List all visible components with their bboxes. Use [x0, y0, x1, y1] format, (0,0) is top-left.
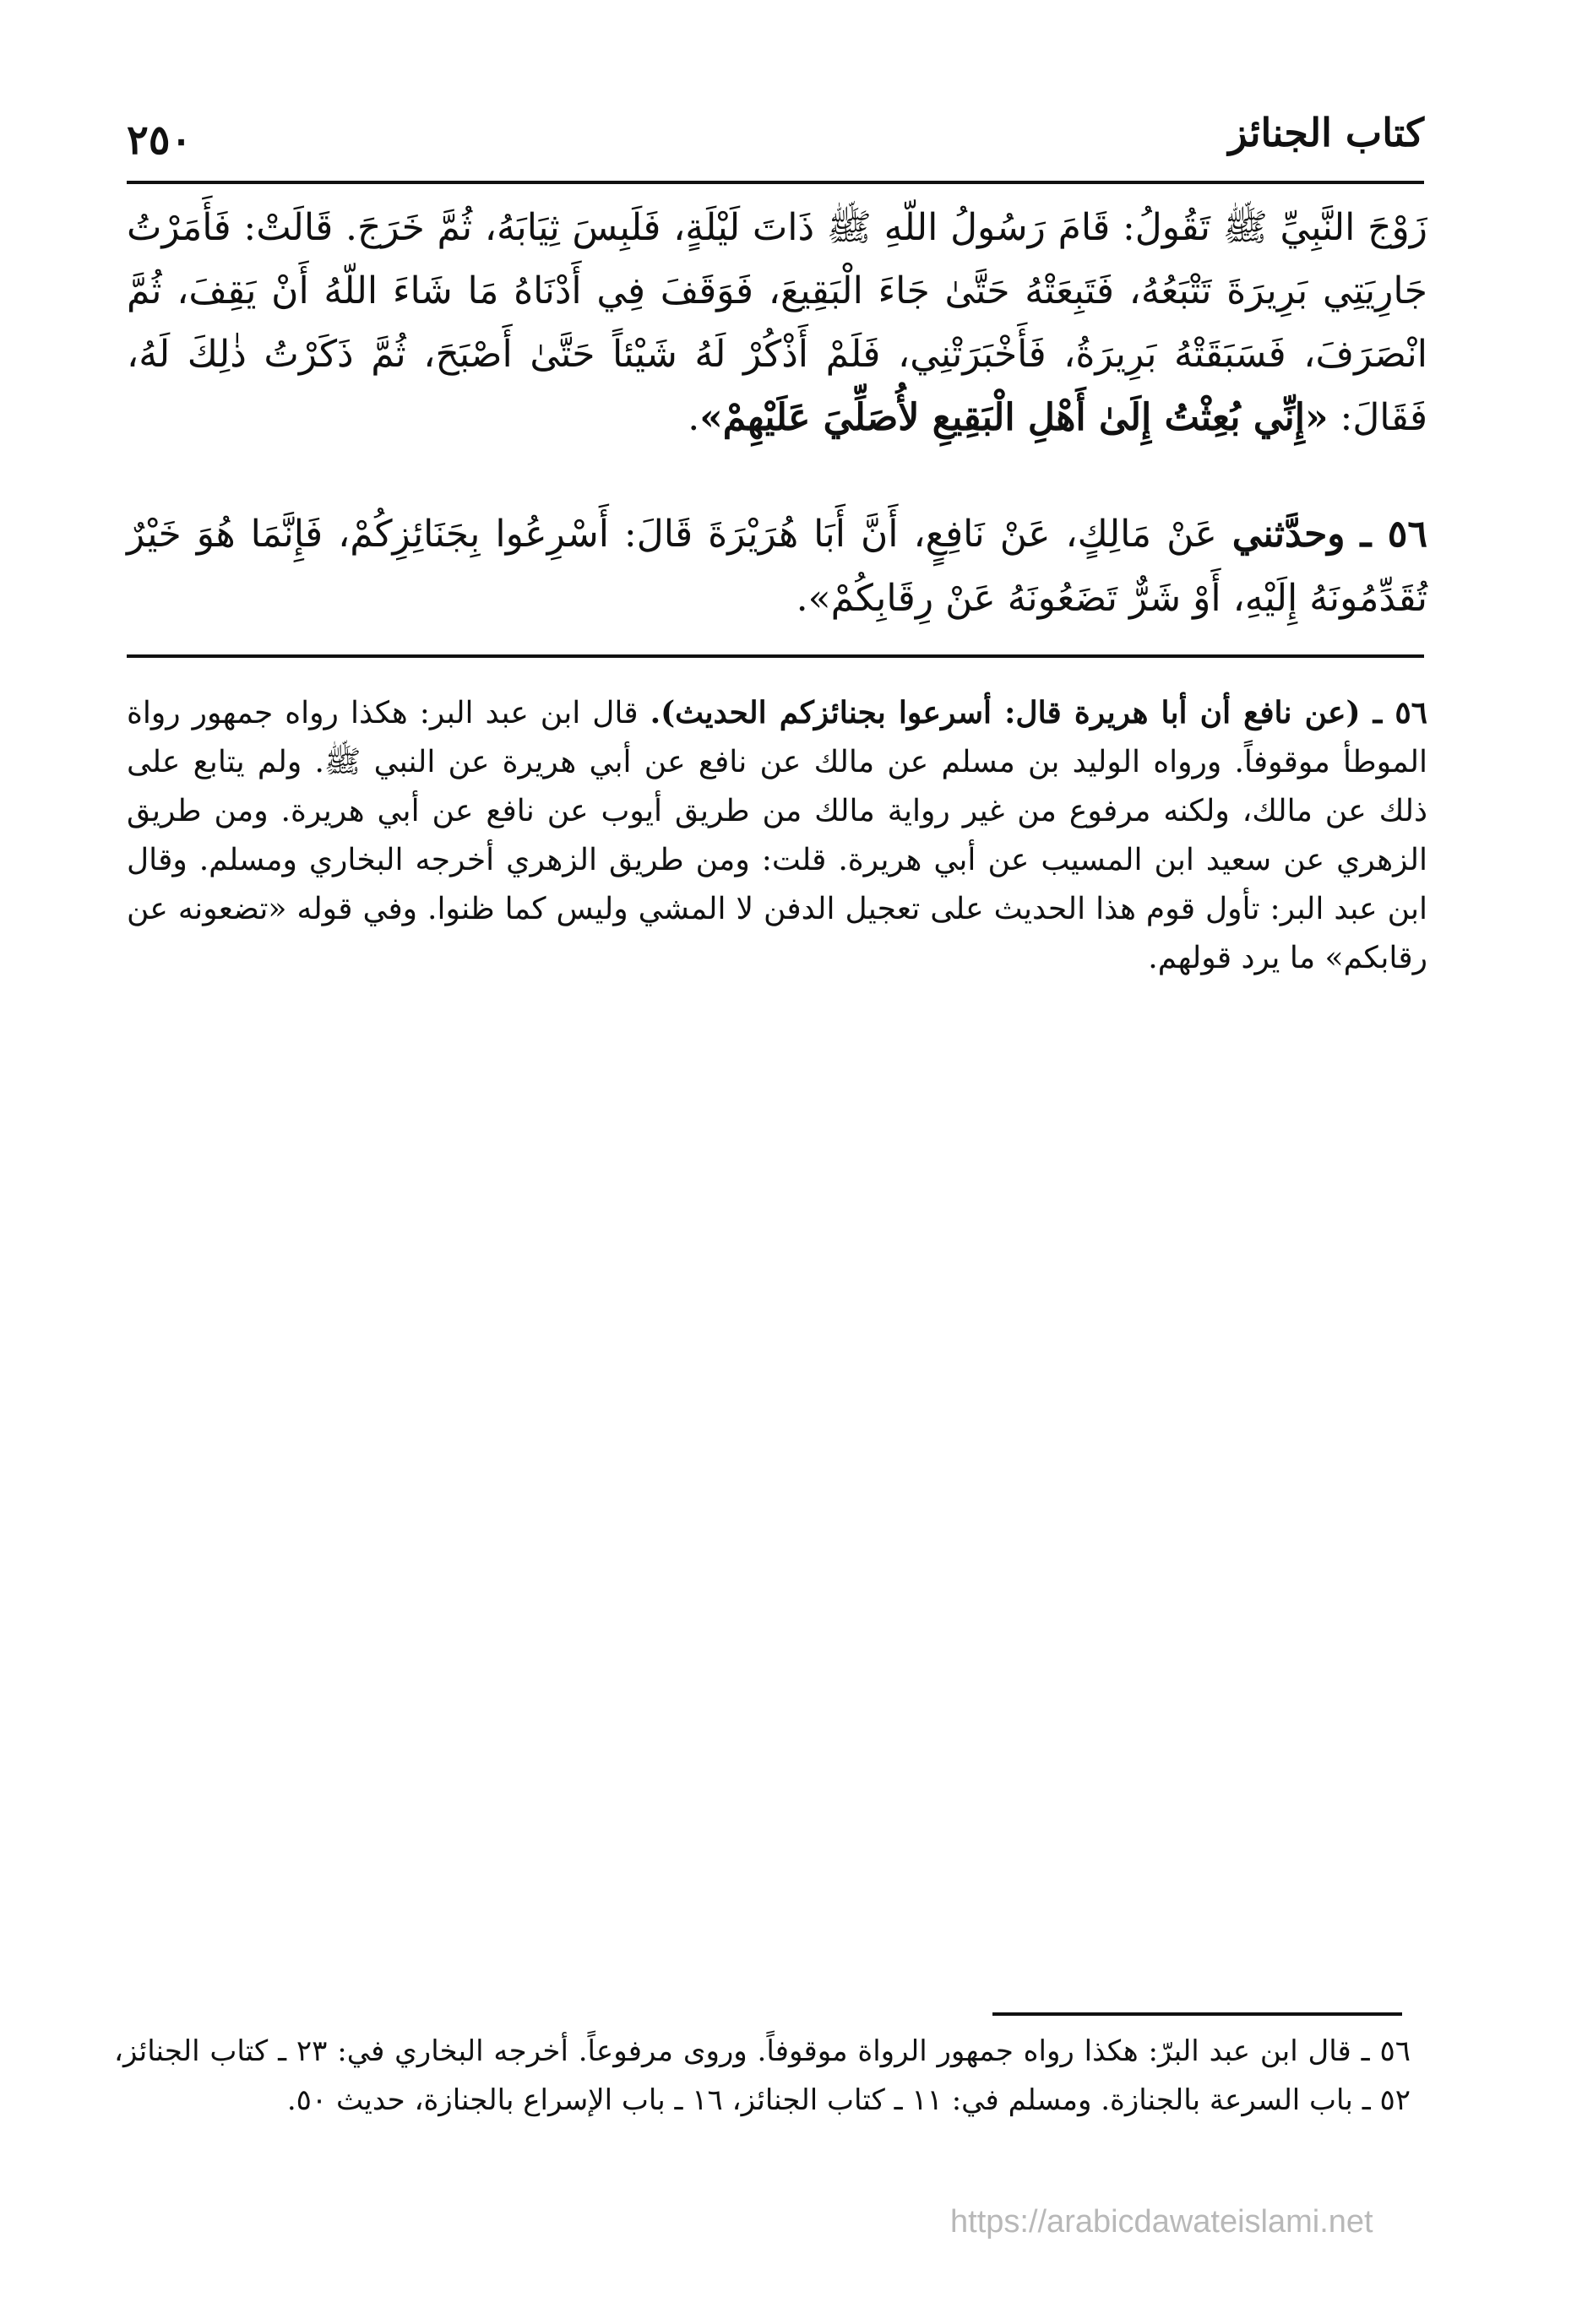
prophetic-quote: «إِنِّي بُعِثْتُ إِلَىٰ أَهْلِ الْبَقِيعِ لأُصَلِّيَ عَلَيْهِمْ» — [699, 396, 1329, 439]
commentary-section — [127, 688, 1427, 983]
sentence-end: . — [688, 396, 700, 439]
hadith-paragraph — [127, 502, 1427, 631]
hadith-lead-word: وحدَّثني — [1231, 513, 1346, 556]
page-number: ٢٥٠ — [127, 117, 193, 164]
hadith-number: ٥٦ ـ — [1360, 513, 1427, 556]
commentary-text: قال ابن عبد البر: هكذا رواه جمهور رواة الموطأ موقوفاً. ورواه الوليد بن مسلم عن مالك عن نافع عن أبي هريرة عن النبي ﷺ. ولم يتابع على ذلك عن مالك، ولكنه مرفوع من غير رواية مالك من طريق أيوب عن نافع عن أبي هريرة. ومن طريق الزهري عن سعيد ابن المسيب عن أبي هريرة. قلت: ومن طريق الزهري أخرجه البخاري ومسلم. وقال ابن عبد البر: تأول قوم هذا الحديث على تعجيل الدفن لا المشي وليس كما ظنوا. وفي قوله «تضعونه عن رقابكم» ما يرد قولهم. — [127, 696, 1427, 975]
hadith-55-continuation — [127, 196, 1427, 449]
commentary-heading: ٥٦ ـ (عن نافع أن أبا هريرة قال: أسرعوا بجنائزكم الحديث). — [650, 695, 1427, 730]
hadith-56 — [127, 502, 1427, 631]
footnote-text: ٥٦ ـ قال ابن عبد البرّ: هكذا رواه جمهور الرواة موقوفاً. وروى مرفوعاً. أخرجه البخاري في: ٢٣ ـ كتاب الجنائز، ٥٢ ـ باب السرعة بالجنازة. ومسلم في: ١١ ـ كتاب الجنائز، ١٦ ـ باب الإسراع بالجنازة، حديث ٥٠. — [114, 2034, 1411, 2117]
hadith-text: عَنْ مَالِكٍ، عَنْ نَافِعٍ، أَنَّ أَبَا هُرَيْرَةَ قَالَ: أَسْرِعُوا بِجَنَائِزِكُمْ، فَإِنَّمَا هُوَ خَيْرٌ تُقَدِّمُونَهُ إِلَيْهِ، أَوْ شَرٌّ تَضَعُونَهُ عَنْ رِقَابِكُمْ». — [127, 513, 1427, 620]
commentary-divider — [127, 654, 1424, 658]
hadith-text: زَوْجَ النَّبِيِّ ﷺ تَقُولُ: قَامَ رَسُولُ اللّهِ ﷺ ذَاتَ لَيْلَةٍ، فَلَبِسَ ثِيَابَهُ، ثُمَّ خَرَجَ. قَالَتْ: فَأَمَرْتُ جَارِيَتِي بَرِيرَةَ تَتْبَعُهُ، فَتَبِعَتْهُ حَتَّىٰ جَاءَ الْبَقِيعَ، فَوَقَفَ فِي أَدْنَاهُ مَا شَاءَ اللّهُ أَنْ يَقِفَ، ثُمَّ انْصَرَفَ، فَسَبَقَتْهُ بَرِيرَةُ، فَأَخْبَرَتْنِي، فَلَمْ أَذْكُرْ لَهُ شَيْئاً حَتَّىٰ أَصْبَحَ، ثُمَّ ذَكَرْتُ ذٰلِكَ لَهُ، فَقَالَ: — [127, 206, 1427, 439]
page-header — [127, 101, 1424, 169]
commentary-paragraph — [127, 688, 1427, 983]
footnote-section — [114, 2027, 1411, 2125]
watermark-url: https://arabicdawateislami.net — [950, 2204, 1373, 2240]
chapter-title: كتاب الجنائز — [1228, 110, 1424, 155]
header-divider — [127, 181, 1424, 184]
hadith-paragraph — [127, 196, 1427, 449]
footnote-divider — [992, 2012, 1402, 2016]
